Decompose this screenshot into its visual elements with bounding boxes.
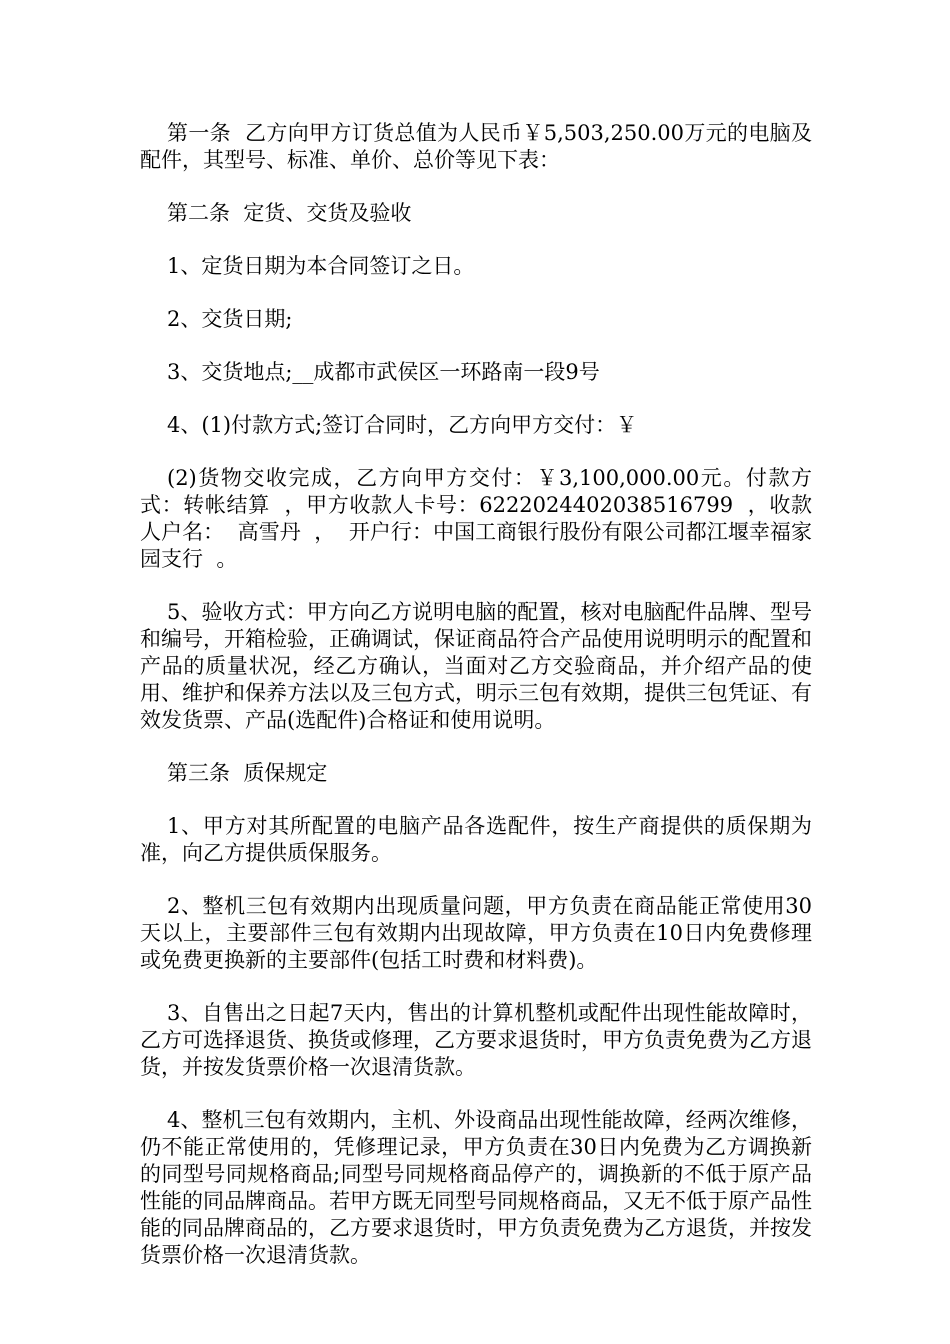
order-date-paragraph: 1、定货日期为本合同签订之日。 xyxy=(167,254,475,278)
warranty-clause-1: 1、甲方对其所配置的电脑产品各选配件，按生产商提供的质保期为准，向乙方提供质保服务。 xyxy=(140,814,812,865)
payment-details-paragraph: (2)货物交收完成，乙方向甲方交付：￥3,100,000.00元。付款方式：转帐结算 ，甲方收款人卡号：6222024402038516799 ，收款人户名： 高雪丹 ， 开户行：中国工商银行股份有限公司都江堰幸福家园支行 。 xyxy=(140,466,812,571)
warranty-clause-3: 3、自售出之日起7天内，售出的计算机整机或配件出现性能故障时，乙方可选择退货、换货或修理，乙方要求退货时，甲方负责免费为乙方退货，并按发货票价格一次退清货款。 xyxy=(140,1001,812,1079)
warranty-clause-2: 2、整机三包有效期内出现质量问题，甲方负责在商品能正常使用30天以上，主要部件三包有效期内出现故障，甲方负责在10日内免费修理或免费更换新的主要部件(包括工时费和材料费)。 xyxy=(140,894,812,972)
article-2-heading: 第二条 定货、交货及验收 xyxy=(167,201,412,225)
warranty-clause-4: 4、整机三包有效期内，主机、外设商品出现性能故障，经两次维修，仍不能正常使用的，凭修理记录，甲方负责在30日内免费为乙方调换新的同型号同规格商品;同型号同规格商品停产的，调换新的不低于原产品性能的同品牌商品。若甲方既无同型号同规格商品，又无不低于原产品性能的同品牌商品的，乙方要求退货时，甲方负责免费为乙方退货，并按发货票价格一次退清货款。 xyxy=(140,1108,812,1267)
contract-page xyxy=(140,120,812,1295)
article-1-paragraph: 第一条 乙方向甲方订货总值为人民币￥5,503,250.00万元的电脑及配件，其型号、标准、单价、总价等见下表： xyxy=(140,121,812,172)
payment-method-paragraph: 4、(1)付款方式;签订合同时，乙方向甲方交付：￥ xyxy=(167,413,638,437)
delivery-location-paragraph: 3、交货地点;__成都市武侯区一环路南一段9号 xyxy=(167,360,600,384)
delivery-date-paragraph: 2、交货日期; xyxy=(167,307,293,331)
acceptance-method-paragraph: 5、验收方式：甲方向乙方说明电脑的配置，核对电脑配件品牌、型号和编号，开箱检验，正确调试，保证商品符合产品使用说明明示的配置和产品的质量状况，经乙方确认，当面对乙方交验商品，并介绍产品的使用、维护和保养方法以及三包方式，明示三包有效期，提供三包凭证、有效发货票、产品(选配件)合格证和使用说明。 xyxy=(140,600,812,732)
article-3-heading: 第三条 质保规定 xyxy=(167,761,328,785)
